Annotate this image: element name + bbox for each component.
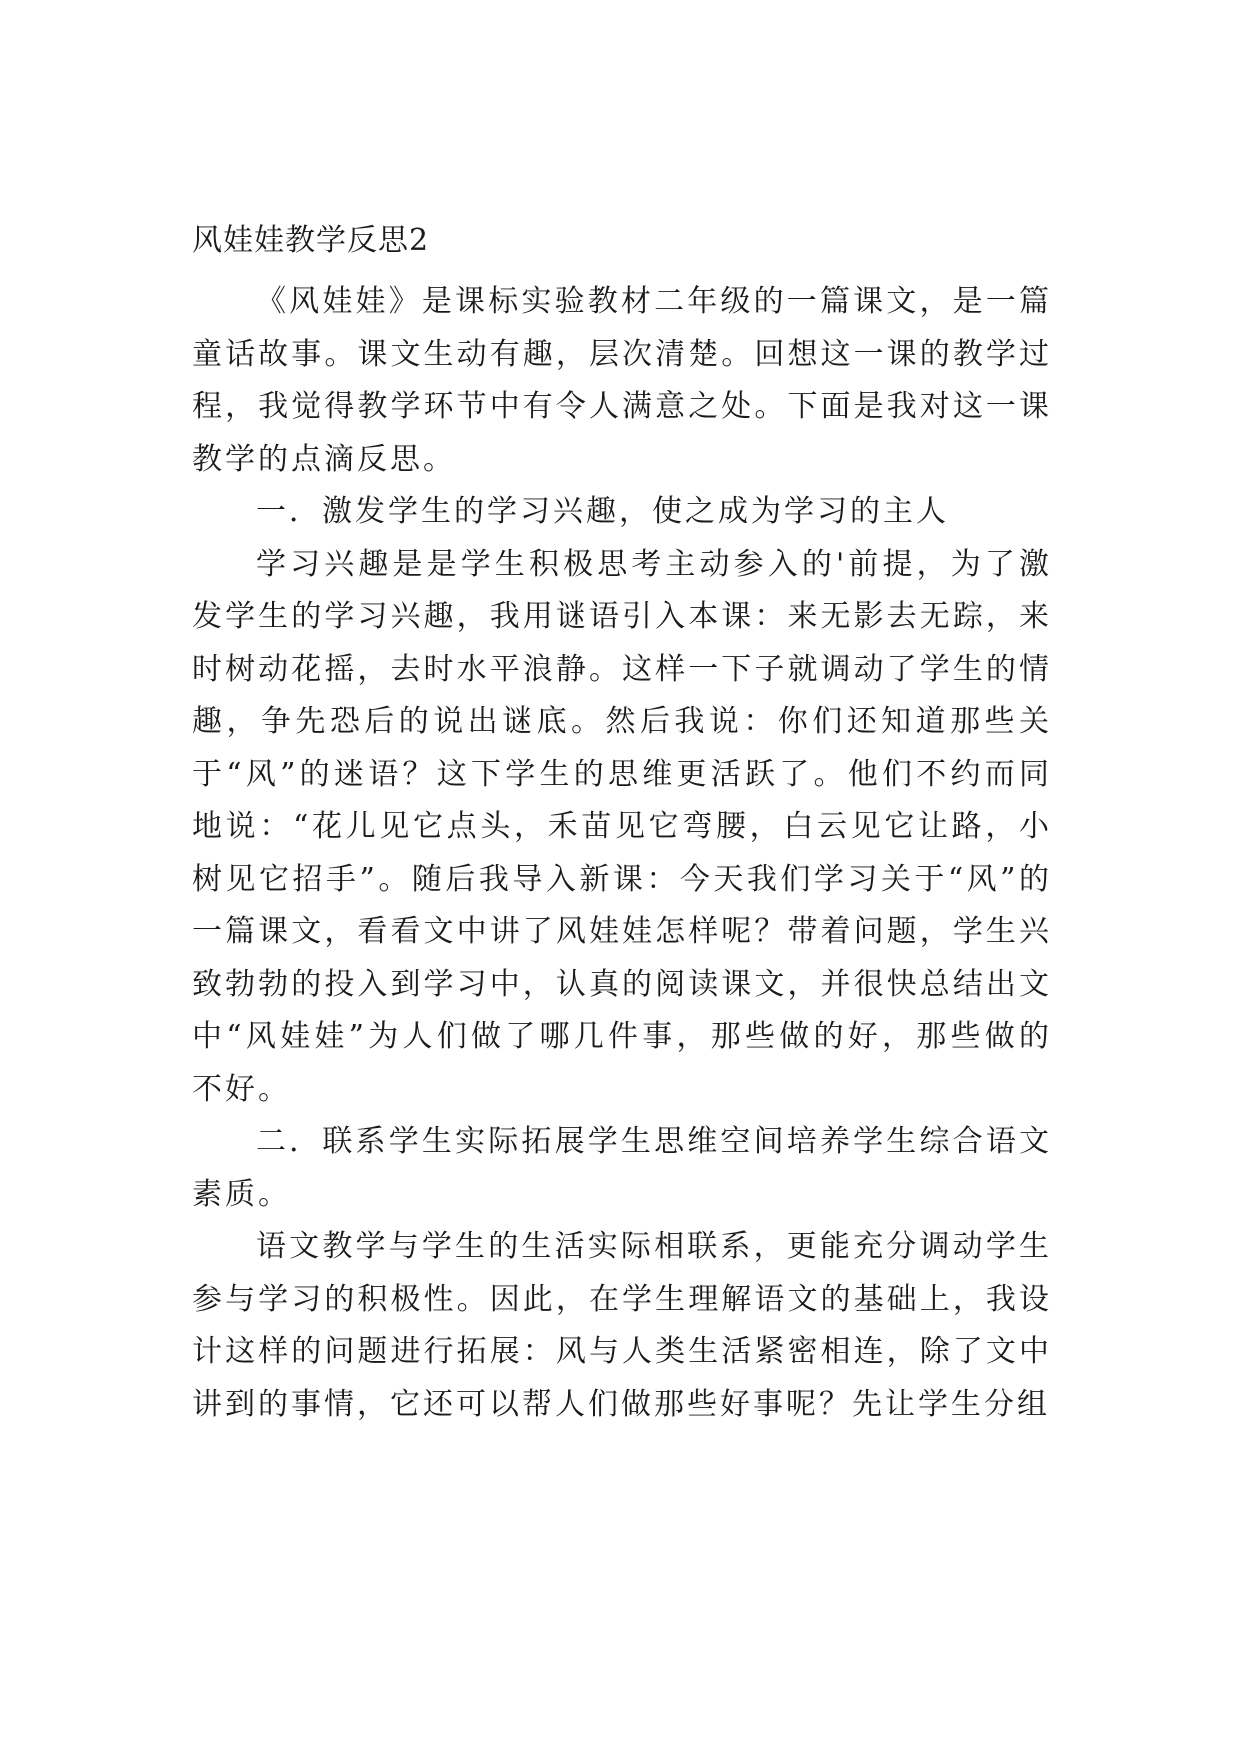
section-heading-1: 一．激发学生的学习兴趣，使之成为学习的主人 bbox=[256, 494, 949, 529]
paragraph-section-1: 学习兴趣是是学生积极思考主动参入的'前提，为了激发学生的学习兴趣，我用谜语引入本课：来无影去无踪，来时树动花摇，去时水平浪静。这样一下子就调动了学生的情趣，争先恐后的说出谜底。然后我说：你们还知道那些关于“风”的迷语？这下学生的思维更活跃了。他们不约而同地说：“花儿见它点头，禾苗见它弯腰，白云见它让路，小树见它招手”。随后我导入新课：今天我们学习关于“风”的一篇课文，看看文中讲了风娃娃怎样呢？带着问题，学生兴致勃勃的投入到学习中，认真的阅读课文，并很快总结出文中“风娃娃”为人们做了哪几件事，那些做的好，那些做的不好。 bbox=[192, 546, 1052, 1107]
document-title: 风娃娃教学反思2 bbox=[192, 223, 430, 258]
paragraph-intro: 《风娃娃》是课标实验教材二年级的一篇课文，是一篇童话故事。课文生动有趣，层次清楚。回想这一课的教学过程，我觉得教学环节中有令人满意之处。下面是我对这一课教学的点滴反思。 bbox=[192, 284, 1052, 477]
section-heading-2: 二．联系学生实际拓展学生思维空间培养学生综合语文素质。 bbox=[192, 1124, 1052, 1212]
document-page bbox=[192, 222, 1052, 1431]
paragraph-section-2: 语文教学与学生的生活实际相联系，更能充分调动学生参与学习的积极性。因此，在学生理解语文的基础上，我设计这样的问题进行拓展：风与人类生活紧密相连，除了文中讲到的事情，它还可以帮人们做那些好事呢？先让学生分组 bbox=[192, 1229, 1052, 1422]
